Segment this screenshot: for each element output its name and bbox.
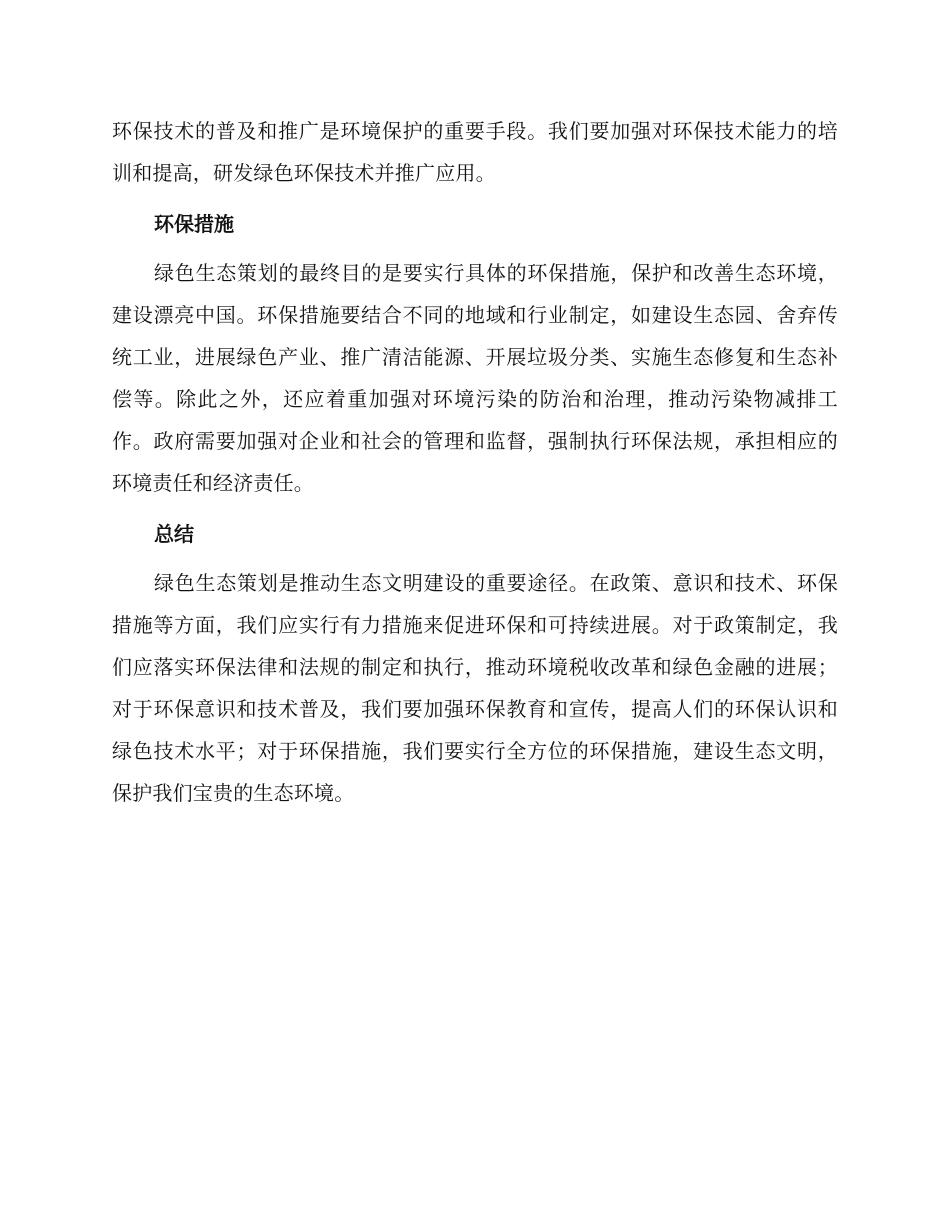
intro-paragraph: 环保技术的普及和推广是环境保护的重要手段。我们要加强对环保技术能力的培训和提高，研发绿色环保技术并推广应用。: [112, 119, 838, 185]
section-heading-summary: 总结: [154, 522, 194, 546]
section-measures: [112, 206, 838, 504]
section-heading-measures: 环保措施: [154, 212, 234, 236]
section-paragraph-measures: 绿色生态策划的最终目的是要实行具体的环保措施，保护和改善生态环境，建设漂亮中国。环保措施要结合不同的地域和行业制定，如建设生态园、舍弃传统工业，进展绿色产业、推广清洁能源、开展垃圾分类、实施生态修复和生态补偿等。除此之外，还应着重加强对环境污染的防治和治理，推动污染物减排工作。政府需要加强对企业和社会的管理和监督，强制执行环保法规，承担相应的环境责任和经济责任。: [112, 261, 838, 495]
section-paragraph-summary: 绿色生态策划是推动生态文明建设的重要途径。在政策、意识和技术、环保措施等方面，我们应实行有力措施来促进环保和可持续进展。对于政策制定，我们应落实环保法律和法规的制定和执行，推动环境税收改革和绿色金融的进展；对于环保意识和技术普及，我们要加强环保教育和宣传，提高人们的环保认识和绿色技术水平；对于环保措施，我们要实行全方位的环保措施，建设生态文明，保护我们宝贵的生态环境。: [112, 571, 838, 805]
section-summary: [112, 516, 838, 814]
